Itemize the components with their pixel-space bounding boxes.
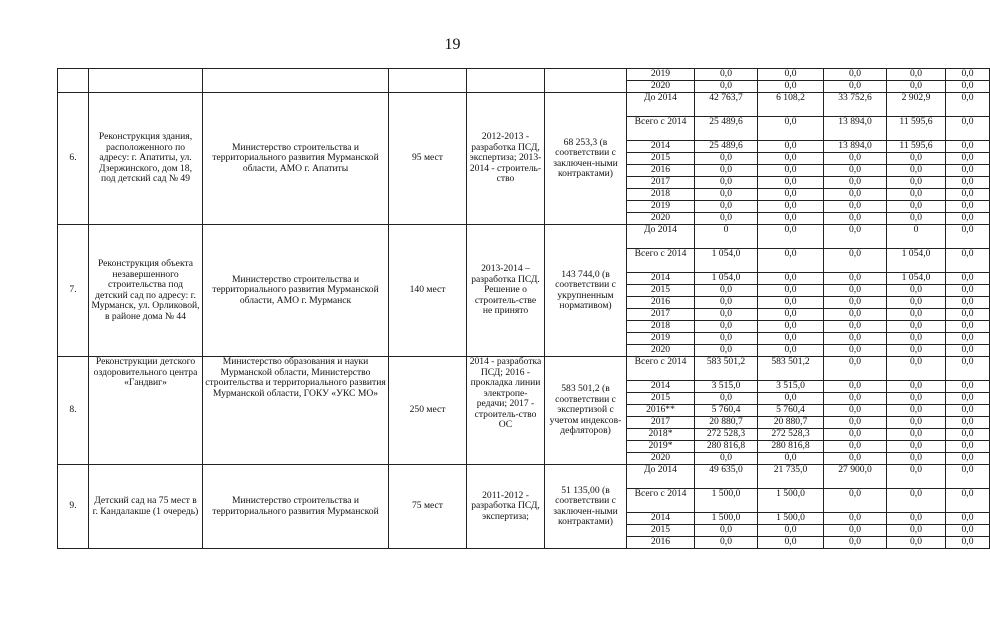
year-cell: 2017 xyxy=(627,417,695,429)
value-cell-3: 0,0 xyxy=(824,513,887,525)
value-cell-1: 0,0 xyxy=(695,285,758,297)
year-cell: До 2014 xyxy=(627,93,695,117)
table-row xyxy=(58,69,990,81)
value-cell-5: 0,0 xyxy=(946,537,990,549)
value-cell-3: 33 752,6 xyxy=(824,93,887,117)
value-cell-2: 6 108,2 xyxy=(758,93,824,117)
continued-period-cell xyxy=(467,69,545,93)
project6-number-cell: 6. xyxy=(58,93,89,225)
project9-cost-cell: 51 135,00 (в соответствии с заключен-ными контрактами) xyxy=(545,465,627,549)
value-cell-2: 0,0 xyxy=(758,309,824,321)
table-row xyxy=(58,465,990,489)
year-cell: 2017 xyxy=(627,309,695,321)
project7-capacity-cell: 140 мест xyxy=(389,225,467,357)
year-cell: Всего с 2014 xyxy=(627,117,695,141)
value-cell-3: 0,0 xyxy=(824,357,887,381)
value-cell-3: 27 900,0 xyxy=(824,465,887,489)
year-cell: Всего с 2014 xyxy=(627,489,695,513)
year-cell: 2015 xyxy=(627,525,695,537)
value-cell-3: 0,0 xyxy=(824,537,887,549)
year-cell: 2015 xyxy=(627,285,695,297)
value-cell-1: 0,0 xyxy=(695,321,758,333)
value-cell-2: 0,0 xyxy=(758,117,824,141)
value-cell-3: 0,0 xyxy=(824,441,887,453)
year-cell: До 2014 xyxy=(627,465,695,489)
value-cell-1: 0,0 xyxy=(695,165,758,177)
project9-number-cell: 9. xyxy=(58,465,89,549)
value-cell-4: 0,0 xyxy=(887,381,946,393)
value-cell-5: 0,0 xyxy=(946,273,990,285)
value-cell-2: 583 501,2 xyxy=(758,357,824,381)
value-cell-5: 0,0 xyxy=(946,321,990,333)
value-cell-4: 11 595,6 xyxy=(887,117,946,141)
value-cell-1: 5 760,4 xyxy=(695,405,758,417)
projects-table xyxy=(57,68,990,549)
value-cell-5: 0,0 xyxy=(946,381,990,393)
value-cell-2: 0,0 xyxy=(758,69,824,81)
year-cell: 2018 xyxy=(627,189,695,201)
value-cell-5: 0,0 xyxy=(946,441,990,453)
project7-period-cell: 2013-2014 – разработка ПСД. Решение о строитель-стве не принято xyxy=(467,225,545,357)
value-cell-2: 0,0 xyxy=(758,81,824,93)
value-cell-1: 0,0 xyxy=(695,345,758,357)
year-cell: 2018* xyxy=(627,429,695,441)
value-cell-4: 0,0 xyxy=(887,429,946,441)
year-cell: 2019 xyxy=(627,69,695,81)
value-cell-3: 0,0 xyxy=(824,405,887,417)
value-cell-5: 0,0 xyxy=(946,417,990,429)
year-cell: 2019 xyxy=(627,333,695,345)
value-cell-5: 0,0 xyxy=(946,489,990,513)
continued-num-cell xyxy=(58,69,89,93)
value-cell-2: 5 760,4 xyxy=(758,405,824,417)
continued-name-cell xyxy=(89,69,203,93)
year-cell: 2018 xyxy=(627,321,695,333)
year-cell: Всего с 2014 xyxy=(627,357,695,381)
value-cell-5: 0,0 xyxy=(946,81,990,93)
value-cell-1: 1 054,0 xyxy=(695,273,758,285)
value-cell-1: 0,0 xyxy=(695,81,758,93)
year-cell: До 2014 xyxy=(627,225,695,249)
value-cell-4: 0,0 xyxy=(887,321,946,333)
value-cell-1: 49 635,0 xyxy=(695,465,758,489)
project7-responsible-cell: Министерство строительства и территориального развития Мурманской области, АМО г. Мурманск xyxy=(203,225,389,357)
value-cell-1: 272 528,3 xyxy=(695,429,758,441)
value-cell-4: 0,0 xyxy=(887,465,946,489)
value-cell-1: 25 489,6 xyxy=(695,117,758,141)
table-row xyxy=(58,93,990,117)
value-cell-4: 0,0 xyxy=(887,165,946,177)
value-cell-4: 0,0 xyxy=(887,489,946,513)
value-cell-2: 0,0 xyxy=(758,321,824,333)
year-cell: 2019 xyxy=(627,201,695,213)
value-cell-3: 0,0 xyxy=(824,333,887,345)
value-cell-1: 1 054,0 xyxy=(695,249,758,273)
value-cell-1: 0,0 xyxy=(695,69,758,81)
year-cell: 2016 xyxy=(627,537,695,549)
value-cell-2: 0,0 xyxy=(758,285,824,297)
value-cell-2: 20 880,7 xyxy=(758,417,824,429)
value-cell-5: 0,0 xyxy=(946,297,990,309)
value-cell-3: 0,0 xyxy=(824,273,887,285)
value-cell-2: 1 500,0 xyxy=(758,513,824,525)
project8-period-cell: 2014 - разработка ПСД; 2016 - прокладка линии электропе-редачи; 2017 - строитель-ство ОС xyxy=(467,357,545,465)
value-cell-2: 0,0 xyxy=(758,225,824,249)
year-cell: 2016** xyxy=(627,405,695,417)
value-cell-3: 0,0 xyxy=(824,345,887,357)
continued-capacity-cell xyxy=(389,69,467,93)
project9-capacity-cell: 75 мест xyxy=(389,465,467,549)
value-cell-5: 0,0 xyxy=(946,309,990,321)
value-cell-2: 0,0 xyxy=(758,297,824,309)
value-cell-3: 0,0 xyxy=(824,249,887,273)
value-cell-1: 0,0 xyxy=(695,297,758,309)
value-cell-5: 0,0 xyxy=(946,525,990,537)
table-row xyxy=(58,225,990,249)
value-cell-4: 0,0 xyxy=(887,453,946,465)
value-cell-4: 0,0 xyxy=(887,525,946,537)
value-cell-3: 13 894,0 xyxy=(824,117,887,141)
value-cell-1: 280 816,8 xyxy=(695,441,758,453)
year-cell: 2015 xyxy=(627,153,695,165)
project8-capacity-cell: 250 мест xyxy=(389,357,467,465)
value-cell-5: 0,0 xyxy=(946,333,990,345)
value-cell-1: 583 501,2 xyxy=(695,357,758,381)
value-cell-4: 0,0 xyxy=(887,357,946,381)
project6-responsible-cell: Министерство строительства и территориального развития Мурманской области, АМО г. Апатиты xyxy=(203,93,389,225)
value-cell-5: 0,0 xyxy=(946,429,990,441)
value-cell-3: 0,0 xyxy=(824,69,887,81)
value-cell-2: 0,0 xyxy=(758,393,824,405)
value-cell-2: 0,0 xyxy=(758,189,824,201)
value-cell-1: 0,0 xyxy=(695,393,758,405)
value-cell-2: 0,0 xyxy=(758,333,824,345)
value-cell-5: 0,0 xyxy=(946,177,990,189)
project9-responsible-cell: Министерство строительства и территориального развития Мурманской xyxy=(203,465,389,549)
value-cell-3: 0,0 xyxy=(824,429,887,441)
value-cell-2: 0,0 xyxy=(758,453,824,465)
value-cell-4: 0,0 xyxy=(887,405,946,417)
value-cell-2: 1 500,0 xyxy=(758,489,824,513)
value-cell-2: 0,0 xyxy=(758,165,824,177)
value-cell-3: 0,0 xyxy=(824,381,887,393)
project9-name-cell: Детский сад на 75 мест в г. Кандалакше (1 очередь) xyxy=(89,465,203,549)
value-cell-5: 0,0 xyxy=(946,201,990,213)
value-cell-2: 0,0 xyxy=(758,141,824,153)
value-cell-1: 0,0 xyxy=(695,453,758,465)
value-cell-3: 0,0 xyxy=(824,225,887,249)
value-cell-4: 2 902,9 xyxy=(887,93,946,117)
value-cell-5: 0,0 xyxy=(946,141,990,153)
value-cell-5: 0,0 xyxy=(946,465,990,489)
year-cell: 2014 xyxy=(627,273,695,285)
value-cell-1: 0,0 xyxy=(695,525,758,537)
value-cell-2: 0,0 xyxy=(758,201,824,213)
value-cell-1: 0 xyxy=(695,225,758,249)
year-cell: 2019* xyxy=(627,441,695,453)
year-cell: 2020 xyxy=(627,213,695,225)
project6-capacity-cell: 95 мест xyxy=(389,93,467,225)
value-cell-4: 0,0 xyxy=(887,153,946,165)
value-cell-1: 0,0 xyxy=(695,537,758,549)
year-cell: 2014 xyxy=(627,141,695,153)
project6-period-cell: 2012-2013 - разработка ПСД, экспертиза; 2013-2014 - строитель-ство xyxy=(467,93,545,225)
value-cell-5: 0,0 xyxy=(946,345,990,357)
value-cell-3: 0,0 xyxy=(824,177,887,189)
value-cell-4: 0,0 xyxy=(887,69,946,81)
value-cell-4: 0,0 xyxy=(887,513,946,525)
value-cell-2: 0,0 xyxy=(758,345,824,357)
value-cell-2: 280 816,8 xyxy=(758,441,824,453)
value-cell-1: 0,0 xyxy=(695,189,758,201)
value-cell-1: 0,0 xyxy=(695,201,758,213)
value-cell-1: 0,0 xyxy=(695,177,758,189)
value-cell-4: 0,0 xyxy=(887,393,946,405)
value-cell-3: 0,0 xyxy=(824,453,887,465)
value-cell-3: 0,0 xyxy=(824,297,887,309)
project7-cost-cell: 143 744,0 (в соответствии с укрупненным нормативом) xyxy=(545,225,627,357)
value-cell-4: 1 054,0 xyxy=(887,249,946,273)
value-cell-5: 0,0 xyxy=(946,393,990,405)
value-cell-2: 0,0 xyxy=(758,213,824,225)
table-body xyxy=(58,69,990,549)
year-cell: 2015 xyxy=(627,393,695,405)
value-cell-3: 0,0 xyxy=(824,309,887,321)
year-cell: 2017 xyxy=(627,177,695,189)
value-cell-1: 42 763,7 xyxy=(695,93,758,117)
value-cell-5: 0,0 xyxy=(946,93,990,117)
value-cell-2: 0,0 xyxy=(758,273,824,285)
value-cell-4: 11 595,6 xyxy=(887,141,946,153)
value-cell-2: 0,0 xyxy=(758,249,824,273)
value-cell-4: 0,0 xyxy=(887,441,946,453)
value-cell-4: 0,0 xyxy=(887,297,946,309)
value-cell-3: 0,0 xyxy=(824,153,887,165)
value-cell-1: 1 500,0 xyxy=(695,513,758,525)
value-cell-5: 0,0 xyxy=(946,153,990,165)
value-cell-3: 0,0 xyxy=(824,189,887,201)
value-cell-3: 0,0 xyxy=(824,489,887,513)
project8-name-cell: Реконструкции детского оздоровительного центра «Гандвиг» xyxy=(89,357,203,465)
value-cell-5: 0,0 xyxy=(946,249,990,273)
continued-cost-cell xyxy=(545,69,627,93)
value-cell-3: 0,0 xyxy=(824,393,887,405)
value-cell-5: 0,0 xyxy=(946,285,990,297)
value-cell-1: 0,0 xyxy=(695,333,758,345)
value-cell-4: 0,0 xyxy=(887,285,946,297)
project8-responsible-cell: Министерство образования и науки Мурманской области, Министерство строительства и территориального развития Мурманской области, ГОКУ «УКС МО» xyxy=(203,357,389,465)
project6-cost-cell: 68 253,3 (в соответствии с заключен-ными контрактами) xyxy=(545,93,627,225)
value-cell-1: 20 880,7 xyxy=(695,417,758,429)
project6-name-cell: Реконструкция здания, расположенного по адресу: г. Апатиты, ул. Дзержинского, дом 18, под детский сад № 49 xyxy=(89,93,203,225)
value-cell-3: 0,0 xyxy=(824,285,887,297)
value-cell-3: 0,0 xyxy=(824,165,887,177)
project7-name-cell: Реконструкция объекта незавершенного строительства под детский сад по адресу: г. Мурманск, ул. Орликовой, в районе дома № 44 xyxy=(89,225,203,357)
project8-number-cell: 8. xyxy=(58,357,89,465)
value-cell-3: 0,0 xyxy=(824,321,887,333)
value-cell-4: 0,0 xyxy=(887,201,946,213)
value-cell-3: 0,0 xyxy=(824,417,887,429)
value-cell-5: 0,0 xyxy=(946,513,990,525)
value-cell-3: 0,0 xyxy=(824,201,887,213)
year-cell: 2020 xyxy=(627,81,695,93)
value-cell-1: 0,0 xyxy=(695,213,758,225)
year-cell: Всего с 2014 xyxy=(627,249,695,273)
value-cell-5: 0,0 xyxy=(946,225,990,249)
continued-responsible-cell xyxy=(203,69,389,93)
value-cell-4: 0,0 xyxy=(887,213,946,225)
table-row xyxy=(58,357,990,381)
value-cell-2: 0,0 xyxy=(758,153,824,165)
value-cell-4: 1 054,0 xyxy=(887,273,946,285)
year-cell: 2020 xyxy=(627,453,695,465)
value-cell-5: 0,0 xyxy=(946,453,990,465)
year-cell: 2016 xyxy=(627,297,695,309)
value-cell-4: 0,0 xyxy=(887,309,946,321)
value-cell-4: 0,0 xyxy=(887,81,946,93)
year-cell: 2014 xyxy=(627,381,695,393)
value-cell-2: 0,0 xyxy=(758,177,824,189)
value-cell-3: 0,0 xyxy=(824,81,887,93)
project8-cost-cell: 583 501,2 (в соответствии с экспертизой с учетом индексов-дефляторов) xyxy=(545,357,627,465)
value-cell-4: 0,0 xyxy=(887,345,946,357)
value-cell-4: 0 xyxy=(887,225,946,249)
value-cell-1: 0,0 xyxy=(695,309,758,321)
value-cell-4: 0,0 xyxy=(887,177,946,189)
value-cell-5: 0,0 xyxy=(946,213,990,225)
value-cell-1: 0,0 xyxy=(695,153,758,165)
year-cell: 2014 xyxy=(627,513,695,525)
value-cell-2: 0,0 xyxy=(758,537,824,549)
value-cell-3: 13 894,0 xyxy=(824,141,887,153)
value-cell-1: 1 500,0 xyxy=(695,489,758,513)
value-cell-1: 3 515,0 xyxy=(695,381,758,393)
value-cell-3: 0,0 xyxy=(824,525,887,537)
value-cell-4: 0,0 xyxy=(887,537,946,549)
value-cell-2: 3 515,0 xyxy=(758,381,824,393)
value-cell-5: 0,0 xyxy=(946,357,990,381)
value-cell-2: 21 735,0 xyxy=(758,465,824,489)
value-cell-3: 0,0 xyxy=(824,213,887,225)
value-cell-5: 0,0 xyxy=(946,189,990,201)
value-cell-5: 0,0 xyxy=(946,69,990,81)
project7-number-cell: 7. xyxy=(58,225,89,357)
value-cell-4: 0,0 xyxy=(887,189,946,201)
page-number: 19 xyxy=(444,36,461,53)
value-cell-2: 272 528,3 xyxy=(758,429,824,441)
value-cell-5: 0,0 xyxy=(946,117,990,141)
value-cell-5: 0,0 xyxy=(946,405,990,417)
value-cell-1: 25 489,6 xyxy=(695,141,758,153)
value-cell-5: 0,0 xyxy=(946,165,990,177)
value-cell-4: 0,0 xyxy=(887,417,946,429)
value-cell-4: 0,0 xyxy=(887,333,946,345)
year-cell: 2016 xyxy=(627,165,695,177)
value-cell-2: 0,0 xyxy=(758,525,824,537)
year-cell: 2020 xyxy=(627,345,695,357)
project9-period-cell: 2011-2012 - разработка ПСД, экспертиза; xyxy=(467,465,545,549)
